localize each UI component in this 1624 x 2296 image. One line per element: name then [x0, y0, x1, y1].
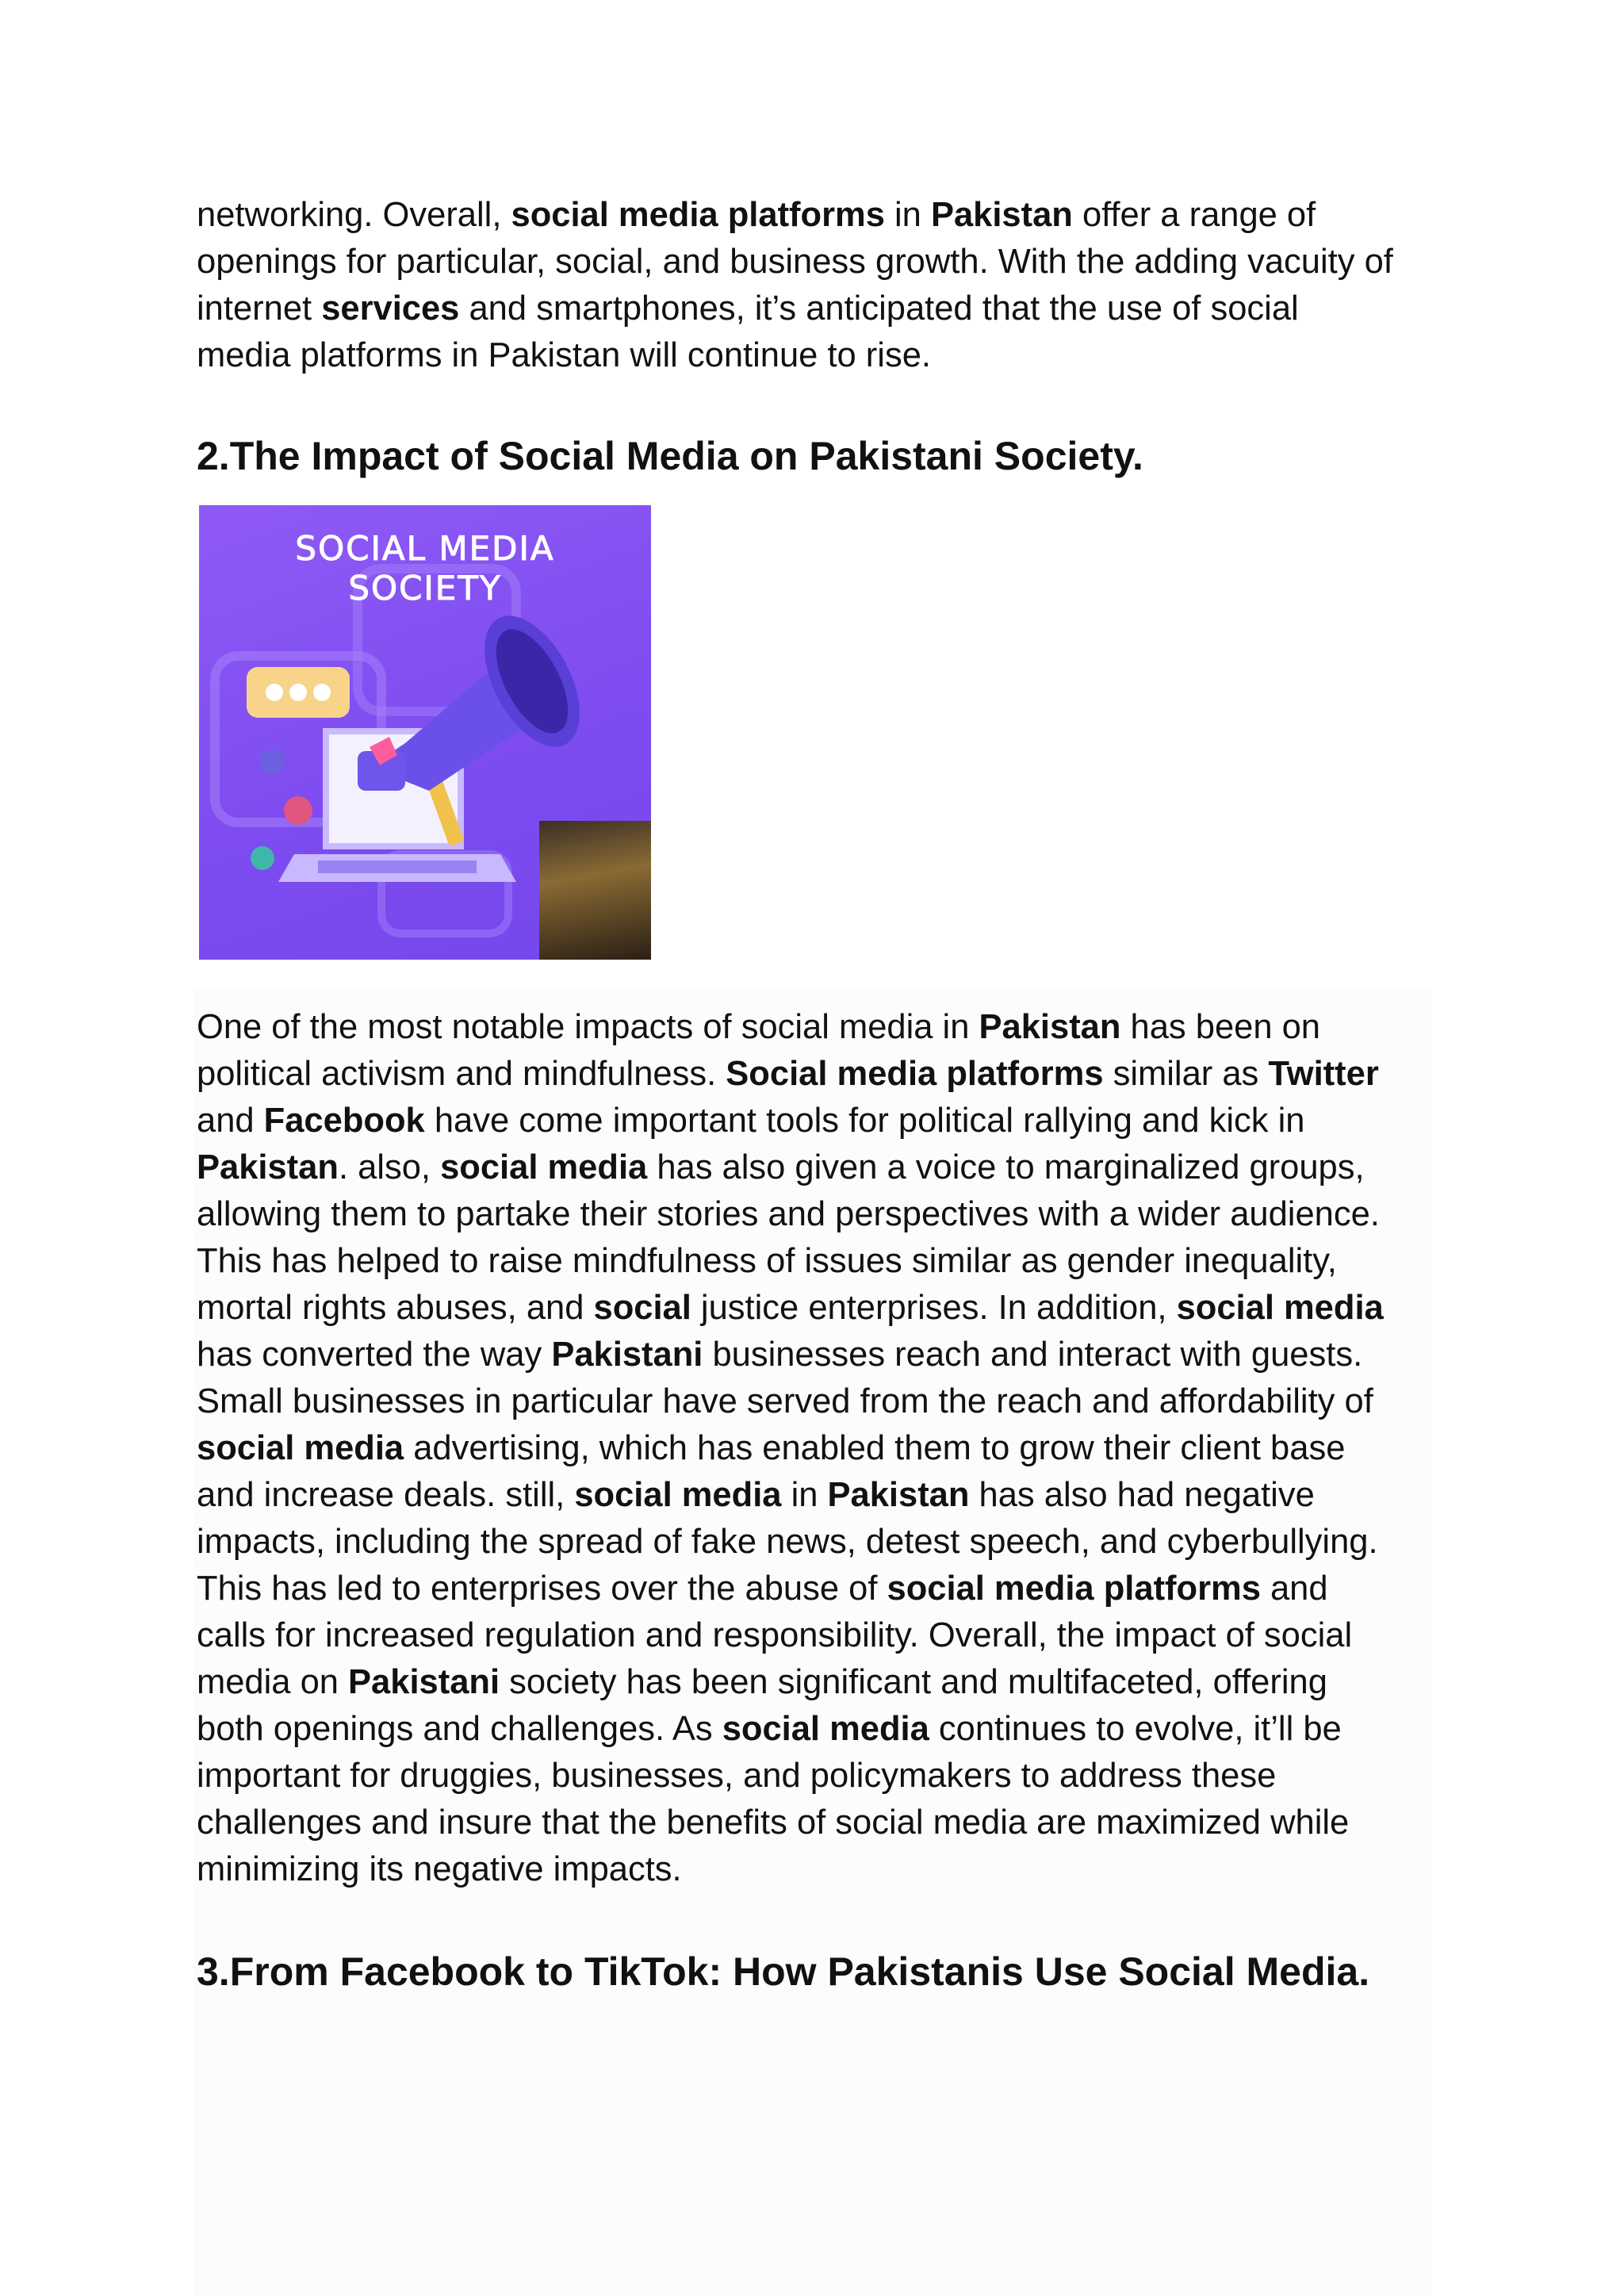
text-run: both openings and challenges. As	[197, 1710, 722, 1748]
text-run: internet	[197, 289, 322, 328]
bold-text-run: services	[321, 289, 460, 328]
bold-text-run: Social media platforms	[726, 1055, 1104, 1093]
bold-text-run: social media	[722, 1710, 929, 1748]
chat-bubble-icon	[247, 667, 350, 718]
text-line	[197, 286, 1393, 332]
text-run: This has helped to raise mindfulness of issues similar as gender inequality,	[197, 1242, 1337, 1280]
text-line	[197, 1846, 1384, 1893]
text-line	[197, 1285, 1384, 1332]
text-run: justice enterprises. In addition,	[691, 1289, 1177, 1327]
bold-text-run: Pakistan	[827, 1476, 970, 1514]
text-line	[197, 1472, 1384, 1519]
text-line	[197, 1519, 1384, 1566]
text-run: and increase deals. still,	[197, 1476, 575, 1514]
bold-text-run: Pakistan	[197, 1148, 339, 1186]
text-run: allowing them to partake their stories and perspectives with a wider audience.	[197, 1195, 1380, 1233]
text-line	[197, 1612, 1384, 1659]
text-run: similar as	[1103, 1055, 1269, 1093]
text-run: offer a range of	[1072, 196, 1316, 234]
text-line	[197, 192, 1393, 239]
text-run: has also given a voice to marginalized groups,	[647, 1148, 1365, 1186]
bold-text-run: social media	[197, 1429, 404, 1467]
text-run: political activism and mindfulness.	[197, 1055, 726, 1093]
bold-text-run: social media	[1176, 1289, 1384, 1327]
bold-text-run: Facebook	[263, 1102, 425, 1140]
text-run: have come important tools for political rallying and kick in	[424, 1102, 1305, 1140]
text-line	[197, 1332, 1384, 1378]
text-line	[197, 1051, 1384, 1098]
text-run: businesses reach and interact with guests.	[703, 1336, 1363, 1374]
text-line	[197, 1144, 1384, 1191]
text-run: This has led to enterprises over the abuse of	[197, 1570, 887, 1608]
text-run: has been on	[1120, 1008, 1321, 1046]
text-run: in	[884, 196, 931, 234]
text-run: and	[197, 1102, 264, 1140]
text-line	[197, 1238, 1384, 1285]
text-run: and	[1260, 1570, 1328, 1608]
bold-text-run: social media platforms	[511, 196, 885, 234]
text-line	[197, 1004, 1384, 1051]
text-run: and smartphones, it’s anticipated that the use of social	[459, 289, 1299, 328]
section-3-heading: 3.From Facebook to TikTok: How Pakistanis Use Social Media.	[197, 1949, 1370, 1994]
image-title-line-1: SOCIAL MEDIA	[295, 529, 555, 568]
section-2-paragraph	[197, 1004, 1384, 1893]
bold-text-run: social media platforms	[887, 1570, 1261, 1608]
bold-text-run: social media	[440, 1148, 648, 1186]
bold-text-run: Pakistan	[930, 196, 1073, 234]
bold-text-run: Pakistan	[979, 1008, 1121, 1046]
text-line	[197, 1566, 1384, 1612]
text-run: has also had negative	[969, 1476, 1315, 1514]
text-line	[197, 1753, 1384, 1800]
bold-text-run: social	[593, 1289, 691, 1327]
text-run: Small businesses in particular have served from the reach and affordability of	[197, 1382, 1373, 1420]
text-run: advertising, which has enabled them to grow their client base	[404, 1429, 1346, 1467]
intro-paragraph	[197, 192, 1393, 379]
bold-text-run: social media	[574, 1476, 782, 1514]
bold-text-run: Pakistani	[348, 1663, 500, 1701]
text-run: important for druggies, businesses, and policymakers to address these	[197, 1757, 1277, 1795]
text-line	[197, 1800, 1384, 1846]
text-run: media on	[197, 1663, 349, 1701]
text-line	[197, 1378, 1384, 1425]
text-line	[197, 1425, 1384, 1472]
text-run: calls for increased regulation and responsibility. Overall, the impact of social	[197, 1616, 1353, 1654]
image-title	[199, 529, 651, 608]
text-run: media platforms in Pakistan will continue to rise.	[197, 336, 931, 374]
bold-text-run: Twitter	[1268, 1055, 1379, 1093]
text-run: impacts, including the spread of fake news, detest speech, and cyberbullying.	[197, 1523, 1378, 1561]
text-run: mortal rights abuses, and	[197, 1289, 594, 1327]
social-media-society-image	[199, 505, 651, 960]
text-line	[197, 1098, 1384, 1144]
text-run: One of the most notable impacts of social media in	[197, 1008, 979, 1046]
text-run: minimizing its negative impacts.	[197, 1850, 682, 1888]
image-title-line-2: SOCIETY	[348, 569, 502, 608]
text-run: challenges and insure that the benefits of social media are maximized while	[197, 1803, 1350, 1842]
text-run: has converted the way	[197, 1336, 552, 1374]
text-run: in	[781, 1476, 828, 1514]
text-run: continues to evolve, it’ll be	[929, 1710, 1342, 1748]
text-line	[197, 239, 1393, 286]
text-line	[197, 1659, 1384, 1706]
thumbs-up-icon	[251, 749, 312, 870]
author-photo	[539, 821, 651, 960]
section-2-heading: 2.The Impact of Social Media on Pakistani Society.	[197, 434, 1143, 478]
text-line	[197, 332, 1393, 379]
text-run: society has been significant and multifaceted, offering	[500, 1663, 1327, 1701]
text-line	[197, 1191, 1384, 1238]
bold-text-run: Pakistani	[551, 1336, 703, 1374]
text-run: openings for particular, social, and business growth. With the adding vacuity of	[197, 243, 1393, 281]
text-run: networking. Overall,	[197, 196, 511, 234]
text-line	[197, 1706, 1384, 1753]
text-run: . also,	[338, 1148, 441, 1186]
